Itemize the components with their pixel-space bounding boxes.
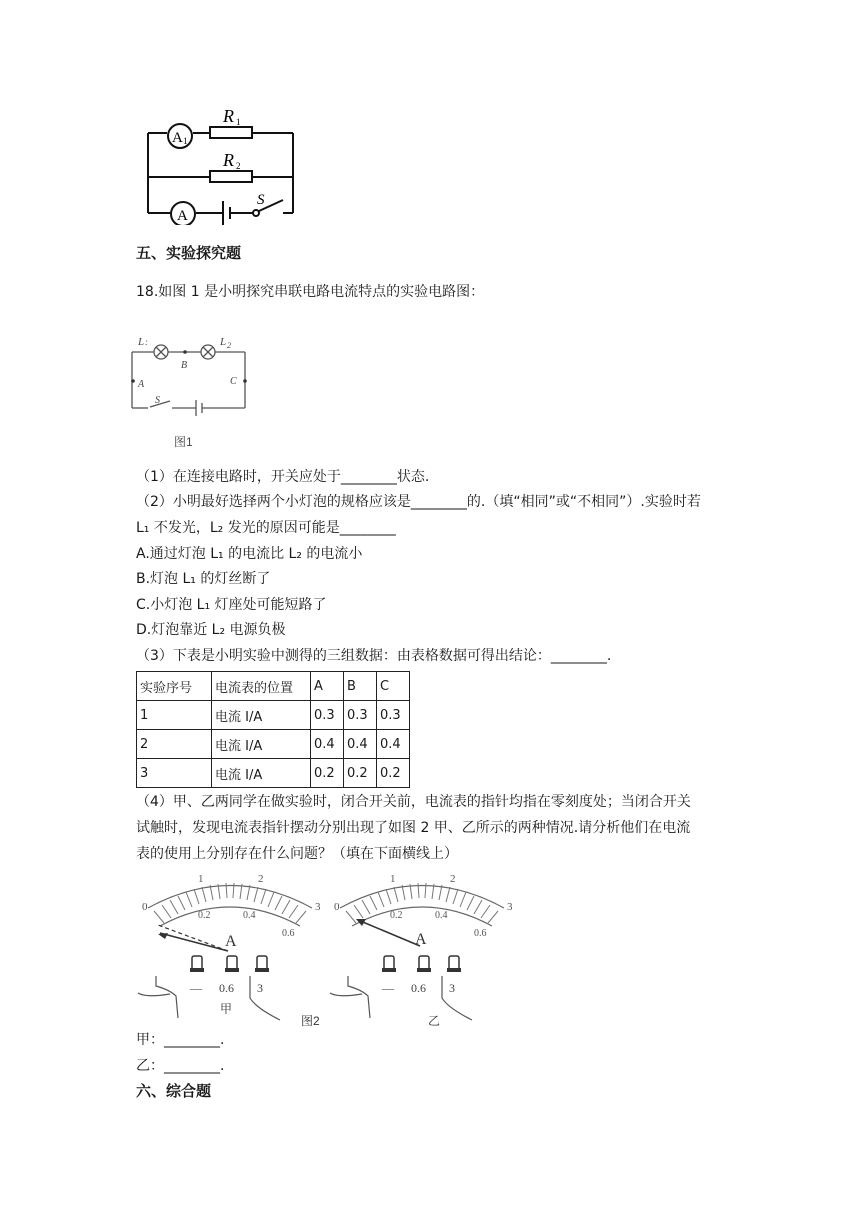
svg-text:1: 1 [236,117,241,127]
table-cell: 0.3 [344,701,377,730]
caption-yi: 乙 [428,1014,441,1028]
table-header-row [137,672,410,701]
question-part-3: （3）下表是小明实验中测得的三组数据：由表格数据可得出结论：________. [136,648,612,664]
question-part-1: （1）在连接电路时，开关应处于________状态. [136,469,430,485]
scale-label: 1 [390,873,396,885]
question-part-2-line-1: （2）小明最好选择两个小灯泡的规格应该是________的.（填“相同”或“不相同”）.实验时若 [136,494,701,510]
question-part-4-line-3: 表的使用上分别存在什么问题？（填在下面横线上） [136,846,458,862]
option-b: B.灯泡 L₁ 的灯丝断了 [136,571,271,587]
scale-label: 0.4 [435,910,448,921]
scale-label: 0.2 [390,910,403,921]
scale-label: 0.6 [282,928,295,939]
terminal-label: 3 [449,981,455,995]
data-table [136,671,410,788]
ammeter-a-label: A [177,208,188,224]
table-cell: 3 [137,759,212,788]
circuit-diagram-parallel [135,100,305,225]
option-c: C.小灯泡 L₁ 灯座处可能短路了 [136,597,327,613]
ammeter-jia [138,883,312,1020]
scale-label: 0 [334,901,340,913]
figure-2-ammeters [130,868,520,1033]
table-cell: 1 [137,701,212,730]
scale-label: 0.4 [243,910,256,921]
scale-label: 0.2 [198,910,211,921]
terminal-label: — [382,981,394,995]
scale-label: 3 [315,901,321,913]
section-heading: 五、实验探究题 [136,244,242,262]
question-part-4-line-2: 试触时，发现电流表指针摆动分别出现了如图 2 甲、乙所示的两种情况.请分析他们在电流 [136,820,691,836]
terminal-label: 0.6 [411,981,426,995]
table-header: A [311,672,344,701]
table-row [137,701,410,730]
unit-label: A [225,933,237,950]
lamp-l2-label: L [220,336,227,348]
terminal-label: — [190,981,202,995]
table-header: 实验序号 [137,672,212,701]
option-a: A.通过灯泡 L₁ 的电流比 L₂ 的电流小 [136,546,363,562]
scale-label: 1 [198,873,204,885]
table-cell: 0.4 [377,730,410,759]
answer-line-yi: 乙：________. [136,1058,225,1074]
point-a-label: A [138,379,145,390]
svg-text:1: 1 [183,136,188,146]
section-heading: 六、综合题 [136,1082,212,1100]
terminal-label: 3 [257,981,263,995]
table-cell: 0.3 [311,701,344,730]
question-part-2-line-2: L₁ 不发光，L₂ 发光的原因可能是________ [136,520,396,536]
figure-1-series-circuit [124,330,254,450]
caption-jia: 甲 [220,1002,233,1016]
figure-1-caption: 图1 [174,435,193,449]
unit-label: A [415,931,427,948]
svg-text::: : [145,337,148,347]
resistor-r1-label: R [223,106,234,126]
option-d: D.灯泡靠近 L₂ 电源负极 [136,622,286,638]
table-cell: 0.4 [311,730,344,759]
table-row [137,759,410,788]
table-cell: 0.4 [344,730,377,759]
ammeter-yi [330,883,504,1020]
table-cell: 2 [137,730,212,759]
scale-label: 2 [450,873,456,885]
table-cell: 0.2 [377,759,410,788]
scale-label: 2 [258,873,264,885]
answer-line-jia: 甲：________. [136,1032,225,1048]
scale-label: 0 [142,901,148,913]
table-cell: 0.2 [344,759,377,788]
point-b-label: B [181,360,188,371]
table-cell: 0.2 [311,759,344,788]
resistor-r2-label: R [223,150,234,170]
svg-text:2: 2 [227,341,231,350]
ammeter-a1-label: A [172,130,183,146]
table-cell: 电流 I/A [212,730,311,759]
table-row [137,730,410,759]
table-cell: 0.3 [377,701,410,730]
lamp-l1-label: L [138,336,145,348]
point-c-label: C [230,376,237,387]
table-cell: 电流 I/A [212,759,311,788]
table-cell: 电流 I/A [212,701,311,730]
table-header: C [377,672,410,701]
scale-label: 0.6 [474,928,487,939]
terminal-label: 0.6 [219,981,234,995]
table-header: 电流表的位置 [212,672,311,701]
question-intro: 18.如图 1 是小明探究串联电路电流特点的实验电路图： [136,284,485,300]
table-header: B [344,672,377,701]
question-part-4-line-1: （4）甲、乙两同学在做实验时，闭合开关前，电流表的指针均指在零刻度处；当闭合开关 [136,794,691,810]
svg-text:2: 2 [236,161,241,171]
scale-label: 3 [507,901,513,913]
switch-s-label: S [155,395,160,406]
switch-s-label: S [257,192,265,208]
figure-2-caption: 图2 [301,1014,320,1028]
